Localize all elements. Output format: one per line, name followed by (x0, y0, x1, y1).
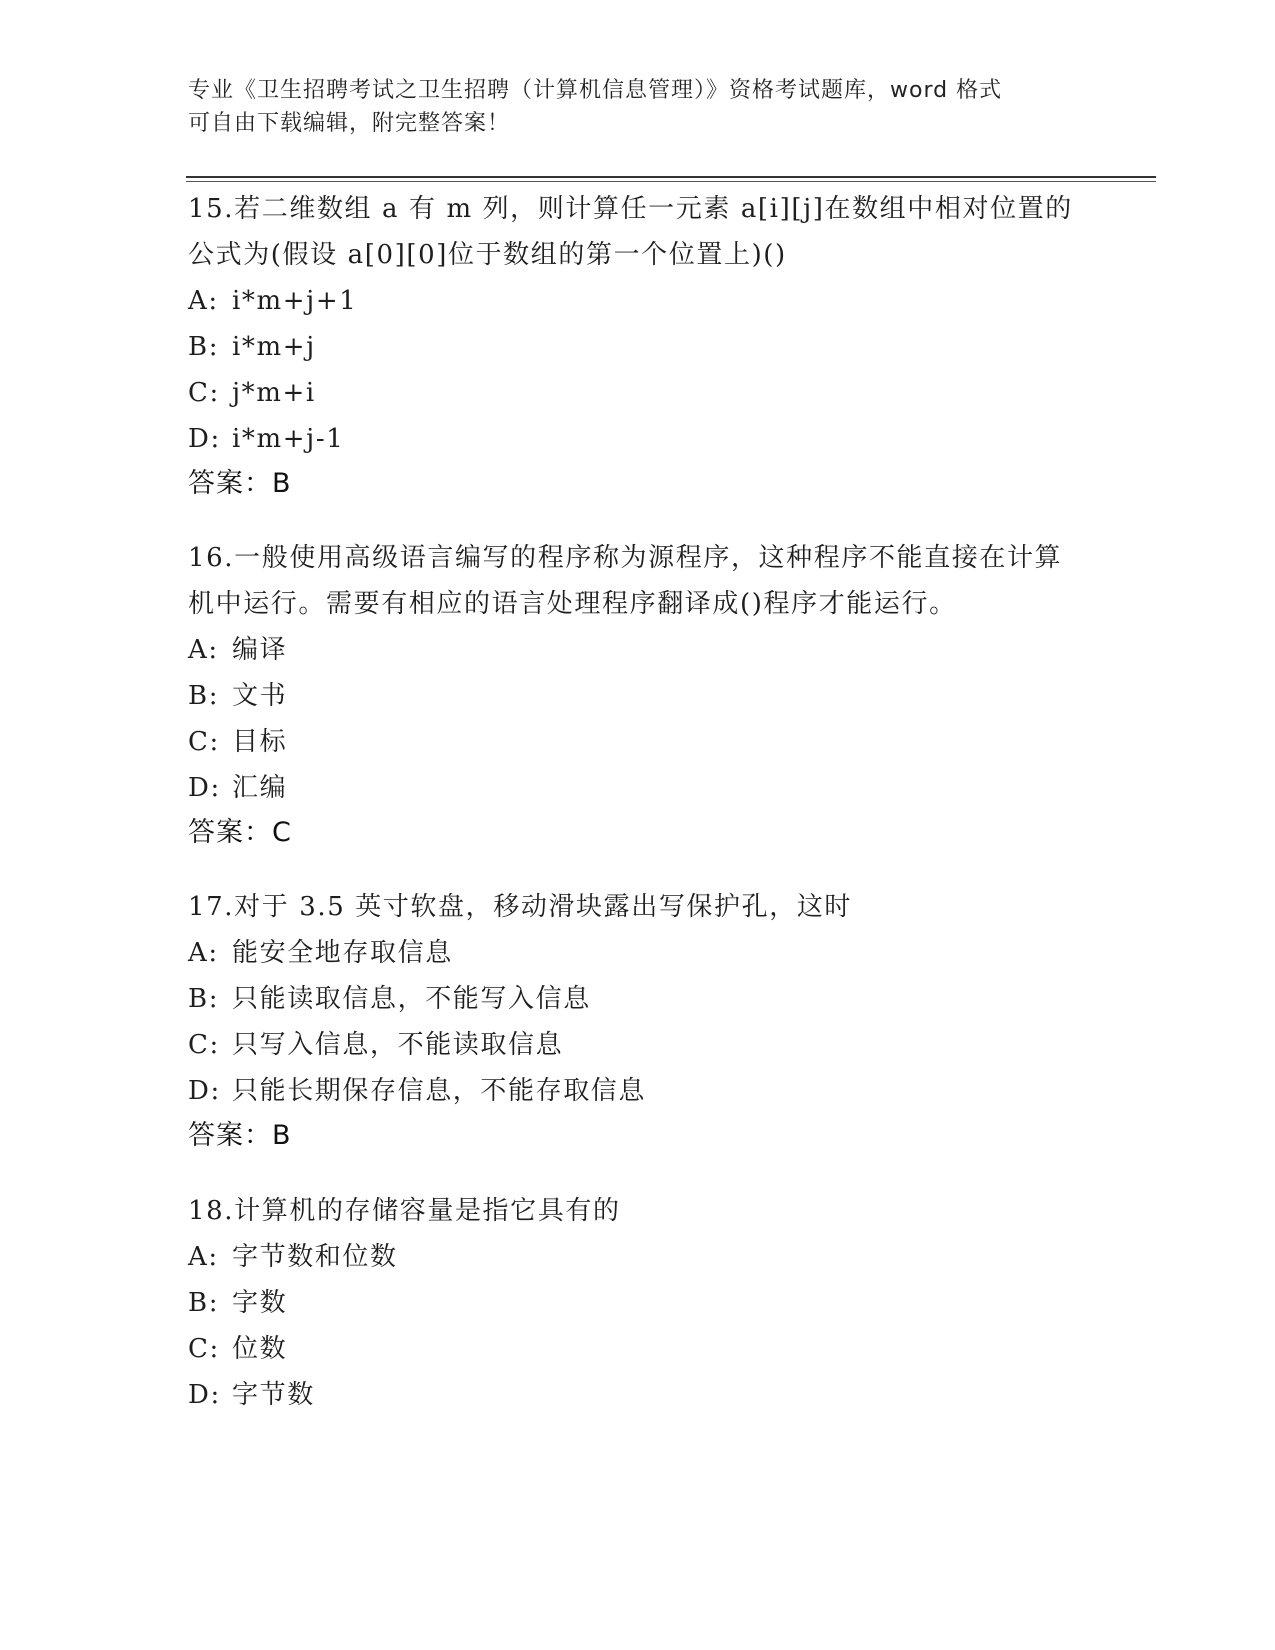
question-18 (188, 1188, 1088, 1418)
option-text: 只写入信息，不能读取信息 (232, 1030, 564, 1060)
option-b (188, 324, 1088, 370)
option-text: i*m+j (232, 332, 316, 362)
option-d (188, 1068, 1088, 1114)
option-text: 目标 (232, 727, 288, 757)
option-key: D: (188, 424, 221, 454)
option-a (188, 1234, 1088, 1280)
answer: 答案：B (188, 468, 292, 499)
option-key: B: (188, 681, 220, 711)
question-16 (188, 535, 1088, 855)
header-line-2: 可自由下载编辑，附完整答案！ (188, 111, 511, 136)
option-key: D: (188, 773, 221, 803)
option-text: 文书 (232, 681, 288, 711)
option-key: B: (188, 1288, 220, 1318)
option-c (188, 1022, 1088, 1068)
option-text: i*m+j+1 (232, 286, 358, 316)
option-d (188, 416, 1088, 462)
question-17 (188, 884, 1088, 1158)
option-text: 字节数 (232, 1380, 315, 1410)
option-d (188, 765, 1088, 811)
question-text: 16.一般使用高级语言编写的程序称为源程序，这种程序不能直接在计算机中运行。需要有相应的语言处理程序翻译成()程序才能运行。 (188, 543, 1063, 619)
option-key: B: (188, 332, 220, 362)
option-key: A: (188, 1242, 219, 1272)
option-c (188, 719, 1088, 765)
question-text: 15.若二维数组 a 有 m 列，则计算任一元素 a[i][j]在数组中相对位置的公式为(假设 a[0][0]位于数组的第一个位置上)() (188, 194, 1073, 270)
option-d (188, 1372, 1088, 1418)
option-text: 字数 (232, 1288, 288, 1318)
option-key: C: (188, 727, 220, 757)
option-key: C: (188, 1030, 220, 1060)
option-key: D: (188, 1380, 221, 1410)
header-divider-thick (186, 176, 1156, 178)
option-text: 位数 (232, 1334, 288, 1364)
option-a (188, 278, 1088, 324)
option-text: 字节数和位数 (232, 1242, 398, 1272)
header-line-1: 专业《卫生招聘考试之卫生招聘（计算机信息管理）》资格考试题库，word 格式 (188, 78, 1003, 103)
question-text: 18.计算机的存储容量是指它具有的 (188, 1196, 621, 1226)
option-text: 只能读取信息，不能写入信息 (232, 984, 591, 1014)
option-b (188, 976, 1088, 1022)
option-key: C: (188, 1334, 220, 1364)
answer: 答案：C (188, 817, 292, 848)
option-text: j*m+i (232, 378, 316, 408)
option-a (188, 627, 1088, 673)
option-text: i*m+j-1 (232, 424, 345, 454)
option-c (188, 370, 1088, 416)
option-b (188, 1280, 1088, 1326)
option-a (188, 930, 1088, 976)
option-text: 编译 (232, 635, 288, 665)
header-divider-thin (186, 181, 1156, 182)
option-key: A: (188, 938, 219, 968)
option-key: B: (188, 984, 220, 1014)
option-text: 能安全地存取信息 (232, 938, 453, 968)
option-key: C: (188, 378, 220, 408)
option-b (188, 673, 1088, 719)
option-key: D: (188, 1076, 221, 1106)
option-c (188, 1326, 1088, 1372)
question-text: 17.对于 3.5 英寸软盘，移动滑块露出写保护孔，这时 (188, 892, 853, 922)
option-key: A: (188, 635, 219, 665)
option-key: A: (188, 286, 219, 316)
document-header (188, 74, 1088, 140)
question-15 (188, 186, 1088, 506)
option-text: 汇编 (232, 773, 288, 803)
option-text: 只能长期保存信息，不能存取信息 (232, 1076, 647, 1106)
answer: 答案：B (188, 1120, 292, 1151)
